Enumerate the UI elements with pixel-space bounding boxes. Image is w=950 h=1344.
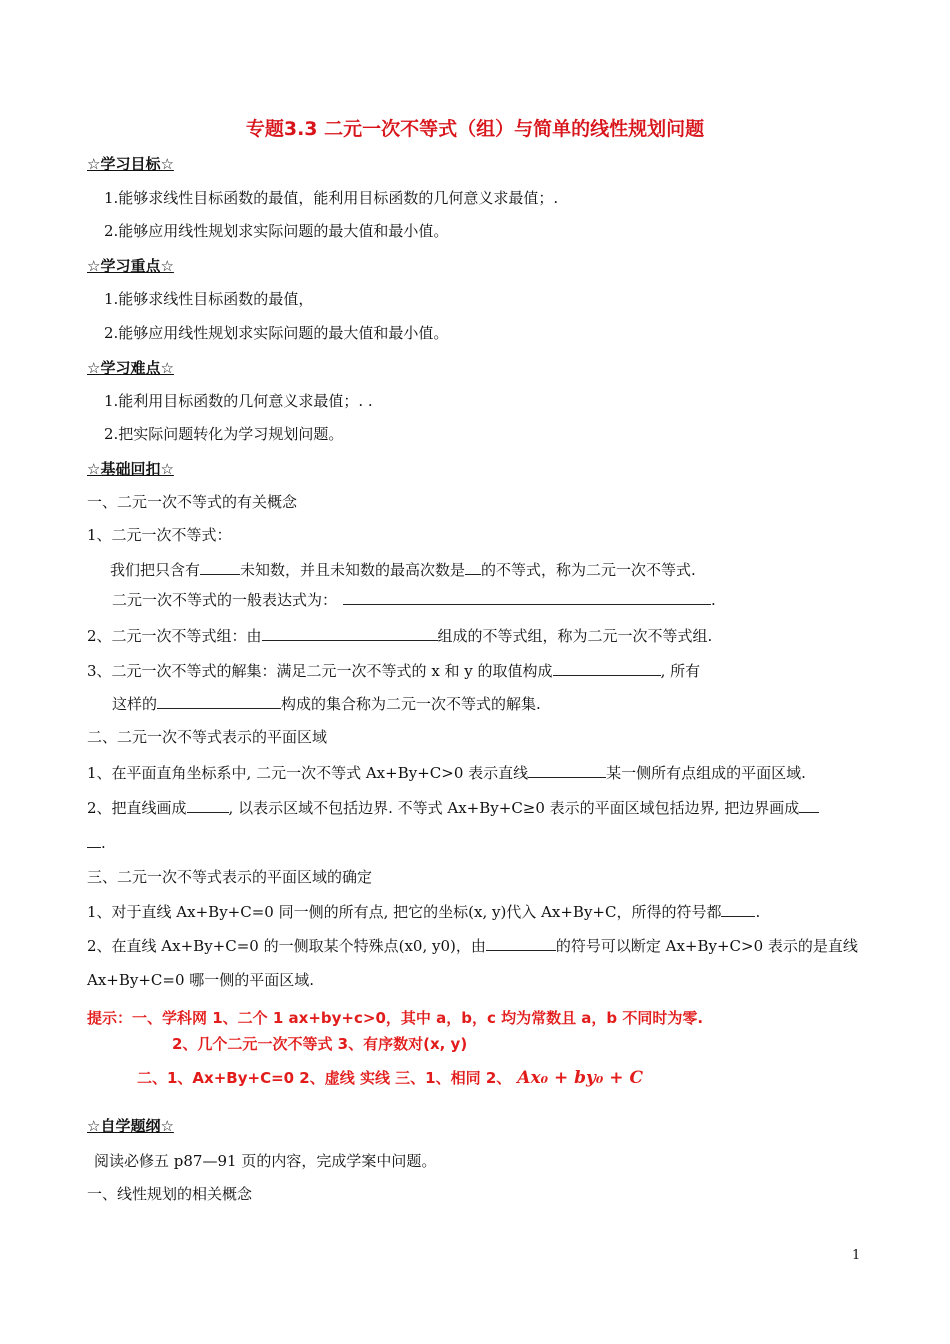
review-paragraph: Ax+By+C=0 哪一侧的平面区域. [87, 971, 315, 989]
review-text: 的符号可以断定 Ax+By+C>0 表示的是直线 [555, 937, 858, 955]
difficult-item: 2.把实际问题转化为学习规划问题。 [104, 425, 344, 443]
section-heading-difficult: ☆学习难点☆ [87, 359, 174, 377]
review-fill-line [87, 660, 700, 681]
review-fill-line [87, 762, 806, 783]
answer-blank[interactable] [187, 797, 229, 813]
review-fill-line [87, 935, 858, 956]
review-text: 1、在平面直角坐标系中, 二元一次不等式 Ax+By+C>0 表示直线 [87, 764, 529, 782]
answer-blank[interactable] [87, 832, 101, 848]
page-number: 1 [852, 1248, 861, 1263]
review-heading-1: 一、二元一次不等式的有关概念 [87, 493, 298, 511]
key-item: 1.能够求线性目标函数的最值， [104, 290, 314, 308]
self-study-heading: 一、线性规划的相关概念 [87, 1185, 253, 1203]
answer-blank[interactable] [528, 762, 606, 778]
review-text: 3、二元一次不等式的解集：满足二元一次不等式的 x 和 y 的取值构成 [87, 662, 553, 680]
review-text: 构成的集合称为二元一次不等式的解集. [281, 695, 541, 713]
answer-blank[interactable] [157, 693, 281, 709]
review-heading-2: 二、二元一次不等式表示的平面区域 [87, 728, 328, 746]
key-item: 2.能够应用线性规划求实际问题的最大值和最小值。 [104, 324, 449, 342]
review-text: 2、二元一次不等式组：由 [87, 627, 262, 645]
review-text: . [711, 591, 716, 609]
section-heading-goals: ☆学习目标☆ [87, 155, 174, 173]
review-text: 某一侧所有点组成的平面区域. [606, 764, 806, 782]
review-text: 未知数，并且未知数的最高次数是 [240, 561, 466, 579]
review-text: . [101, 834, 106, 852]
review-text: . [755, 903, 761, 921]
section-heading-review: ☆基础回扣☆ [87, 460, 174, 478]
review-fill-line [87, 901, 760, 922]
hint-line: 提示：一、学科网 1、二个 1 ax+by+c>0，其中 a，b，c 均为常数且 a，b 不同时为零. [87, 1009, 704, 1027]
difficult-item: 1.能利用目标函数的几何意义求最值；. . [104, 392, 373, 410]
review-text: 二元一次不等式的一般表达式为： [112, 591, 338, 609]
answer-blank[interactable] [465, 559, 481, 575]
review-text: , 所有 [660, 662, 701, 680]
review-text: 这样的 [112, 695, 158, 713]
hint-line [137, 1068, 643, 1088]
review-fill-line [87, 832, 106, 853]
review-paragraph: 1、二元一次不等式： [87, 526, 232, 544]
review-heading-3: 三、二元一次不等式表示的平面区域的确定 [87, 868, 373, 886]
answer-blank[interactable] [262, 625, 438, 641]
review-text: 2、在直线 Ax+By+C=0 的一侧取某个特殊点(x0, y0)，由 [87, 937, 486, 955]
review-text: 2、把直线画成 [87, 799, 187, 817]
review-text: 我们把只含有 [110, 561, 201, 579]
section-heading-key: ☆学习重点☆ [87, 257, 174, 275]
section-heading-self-study: ☆自学题纲☆ [87, 1117, 174, 1135]
hint-formula: Ax₀ + by₀ + C [517, 1068, 643, 1088]
review-text: 的不等式，称为二元一次不等式. [481, 561, 696, 579]
self-study-paragraph: 阅读必修五 p87—91 页的内容，完成学案中问题。 [94, 1152, 437, 1170]
answer-blank[interactable] [486, 935, 556, 951]
answer-blank[interactable] [721, 901, 755, 917]
answer-blank[interactable] [200, 559, 240, 575]
answer-blank[interactable] [799, 797, 819, 813]
review-fill-line [110, 559, 696, 580]
review-fill-line [87, 797, 819, 818]
hint-text: 二、1、Ax+By+C=0 2、虚线 实线 三、1、相同 2、 [137, 1069, 512, 1087]
hint-line: 2、几个二元一次不等式 3、有序数对(x, y) [172, 1035, 468, 1053]
review-fill-line [112, 693, 541, 714]
review-text: 组成的不等式组，称为二元一次不等式组. [437, 627, 713, 645]
answer-blank[interactable] [343, 589, 711, 605]
goal-item: 1.能够求线性目标函数的最值，能利用目标函数的几何意义求最值；. [104, 189, 559, 207]
page-title: 专题3.3 二元一次不等式（组）与简单的线性规划问题 [245, 118, 705, 140]
review-fill-line [87, 625, 712, 646]
review-text: 1、对于直线 Ax+By+C=0 同一侧的所有点, 把它的坐标(x, y)代入 Ax+By+C，所得的符号都 [87, 903, 722, 921]
review-fill-line [112, 589, 716, 610]
answer-blank[interactable] [553, 660, 661, 676]
review-text: , 以表示区域不包括边界. 不等式 Ax+By+C≥0 表示的平面区域包括边界, 把边界画成 [228, 799, 800, 817]
goal-item: 2.能够应用线性规划求实际问题的最大值和最小值。 [104, 222, 449, 240]
